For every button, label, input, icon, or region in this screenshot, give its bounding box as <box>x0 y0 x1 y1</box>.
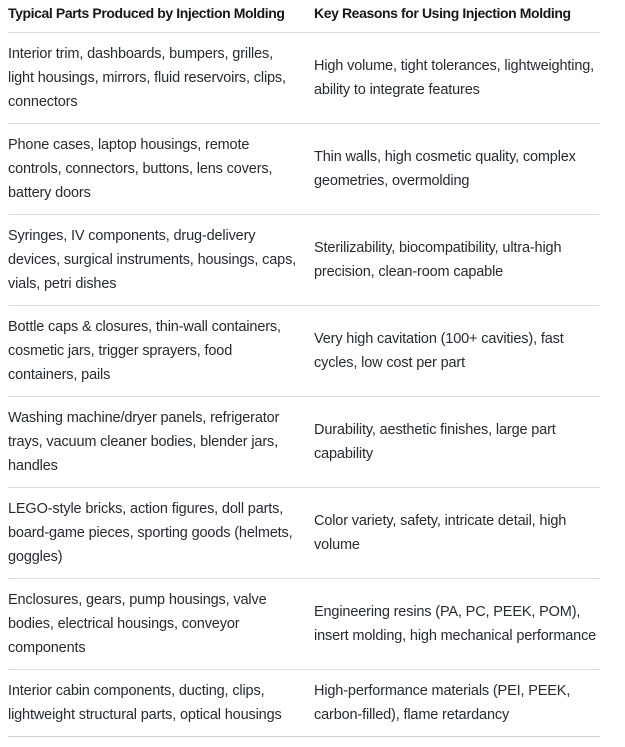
parts-cell: LEGO-style bricks, action figures, doll parts, board-game pieces, sporting goods (helmets, goggles) <box>8 488 314 579</box>
parts-cell: Interior cabin components, ducting, clips, lightweight structural parts, optical housings <box>8 670 314 737</box>
reasons-cell: Thin walls, high cosmetic quality, complex geometries, overmolding <box>314 124 600 215</box>
column-header-key-reasons: Key Reasons for Using Injection Molding <box>314 2 600 33</box>
table-row <box>8 124 600 215</box>
table-body <box>8 33 600 737</box>
parts-cell: Phone cases, laptop housings, remote controls, connectors, buttons, lens covers, battery doors <box>8 124 314 215</box>
reasons-cell: Engineering resins (PA, PC, PEEK, POM), insert molding, high mechanical performance <box>314 579 600 670</box>
header-row <box>8 2 600 33</box>
table-row <box>8 33 600 124</box>
reasons-cell: High-performance materials (PEI, PEEK, carbon-filled), flame retardancy <box>314 670 600 737</box>
reasons-cell: Sterilizability, biocompatibility, ultra-high precision, clean-room capable <box>314 215 600 306</box>
table-row <box>8 488 600 579</box>
parts-cell: Washing machine/dryer panels, refrigerator trays, vacuum cleaner bodies, blender jars, handles <box>8 397 314 488</box>
reasons-cell: High volume, tight tolerances, lightweighting, ability to integrate features <box>314 33 600 124</box>
parts-cell: Syringes, IV components, drug-delivery devices, surgical instruments, housings, caps, vials, petri dishes <box>8 215 314 306</box>
table-row <box>8 215 600 306</box>
table-row <box>8 579 600 670</box>
parts-cell: Bottle caps & closures, thin-wall containers, cosmetic jars, trigger sprayers, food containers, pails <box>8 306 314 397</box>
injection-molding-table <box>8 2 600 737</box>
reasons-cell: Color variety, safety, intricate detail, high volume <box>314 488 600 579</box>
table-row <box>8 397 600 488</box>
reasons-cell: Very high cavitation (100+ cavities), fast cycles, low cost per part <box>314 306 600 397</box>
column-header-typical-parts: Typical Parts Produced by Injection Molding <box>8 2 314 33</box>
table-row <box>8 670 600 737</box>
parts-cell: Interior trim, dashboards, bumpers, grilles, light housings, mirrors, fluid reservoirs, clips, connectors <box>8 33 314 124</box>
parts-cell: Enclosures, gears, pump housings, valve bodies, electrical housings, conveyor components <box>8 579 314 670</box>
reasons-cell: Durability, aesthetic finishes, large part capability <box>314 397 600 488</box>
table-row <box>8 306 600 397</box>
